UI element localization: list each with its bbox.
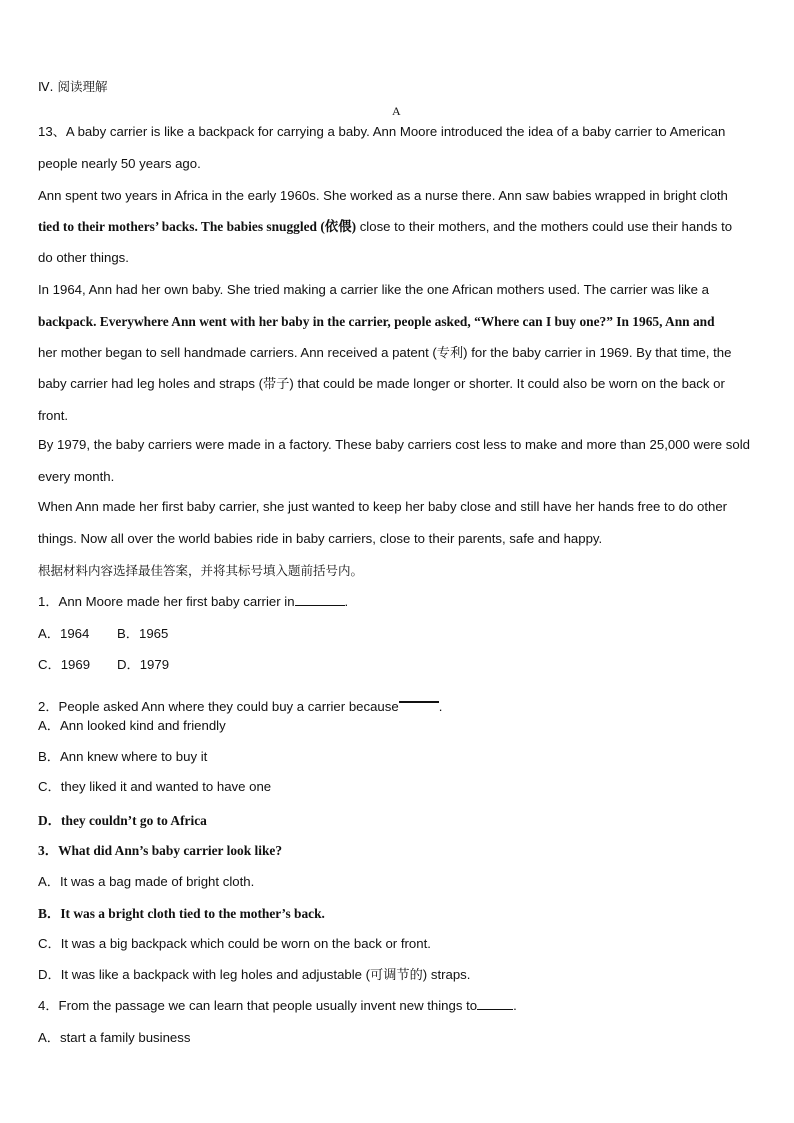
q1-option-c[interactable]: C．1969 <box>38 657 91 672</box>
question-4 <box>38 998 517 1014</box>
passage-line-1: 13、A baby carrier is like a backpack for carrying a baby. Ann Moore introduced the idea of a baby carrier to American <box>38 124 726 139</box>
passage-line-10: front. <box>38 408 69 423</box>
passage-line-5: do other things. <box>38 250 129 265</box>
passage-line-7: backpack. Everywhere Ann went with her baby in the carrier, people asked, “Where can I buy one?” In 1965, Ann and <box>38 314 715 329</box>
passage-line-6: In 1964, Ann had her own baby. She tried making a carrier like the one African mothers used. The carrier was like a <box>38 282 709 297</box>
q1-option-d[interactable]: D．1979 <box>117 657 170 672</box>
q1-option-a[interactable]: A．1964 <box>38 626 90 641</box>
q3-option-d[interactable]: D．It was like a backpack with leg holes and adjustable (可调节的) straps. <box>38 967 471 982</box>
question-stem: 4．From the passage we can learn that people usually invent new things to <box>38 998 478 1013</box>
passage-line-14: things. Now all over the world babies ride in baby carriers, close to their parents, safe and happy. <box>38 531 603 546</box>
q2-option-b[interactable]: B．Ann knew where to buy it <box>38 749 208 764</box>
question-1 <box>38 594 348 610</box>
q2-option-c[interactable]: C．they liked it and wanted to have one <box>38 779 272 794</box>
answer-blank[interactable] <box>295 594 345 606</box>
passage-bold-segment: tied to their mothers’ backs. The babies snuggled (依偎) <box>38 219 357 234</box>
q3-option-c[interactable]: C．It was a big backpack which could be worn on the back or front. <box>38 936 431 951</box>
passage-line-8: her mother began to sell handmade carriers. Ann received a patent (专利) for the baby carrier in 1969. By that time, the <box>38 345 732 360</box>
passage-plain-segment: close to their mothers, and the mothers could use their hands to <box>356 219 733 234</box>
question-stem: 1．Ann Moore made her first baby carrier in <box>38 594 295 609</box>
answer-blank[interactable] <box>477 998 513 1010</box>
question-2 <box>38 695 442 715</box>
passage-line-3: Ann spent two years in Africa in the early 1960s. She worked as a nurse there. Ann saw babies wrapped in bright cloth <box>38 188 728 203</box>
q2-option-d[interactable]: D．they couldn’t go to Africa <box>38 813 207 828</box>
passage-line-9: baby carrier had leg holes and straps (带子) that could be made longer or shorter. It could also be worn on the back or <box>38 376 725 391</box>
passage-line-12: every month. <box>38 469 115 484</box>
answer-blank[interactable] <box>399 695 439 703</box>
q4-option-a[interactable]: A．start a family business <box>38 1030 191 1045</box>
passage-line-2: people nearly 50 years ago. <box>38 156 201 171</box>
passage-line-11: By 1979, the baby carriers were made in a factory. These baby carriers cost less to make and more than 25,000 were sold <box>38 437 750 452</box>
question-end: . <box>438 699 443 714</box>
passage-line-4 <box>38 219 732 235</box>
question-stem: 2．People asked Ann where they could buy a carrier because <box>38 699 399 714</box>
q3-option-b[interactable]: B．It was a bright cloth tied to the mother’s back. <box>38 906 325 921</box>
question-end: . <box>513 998 517 1013</box>
question-3: 3．What did Ann’s baby carrier look like? <box>38 843 283 858</box>
q2-option-a[interactable]: A．Ann looked kind and friendly <box>38 718 226 733</box>
question-end: . <box>344 594 349 609</box>
passage-line-13: When Ann made her first baby carrier, she just wanted to keep her baby close and still have her hands free to do other <box>38 499 728 514</box>
q1-option-b[interactable]: B．1965 <box>117 626 169 641</box>
section-sub: A <box>392 104 401 118</box>
q3-option-a[interactable]: A．It was a bag made of bright cloth. <box>38 874 255 889</box>
instruction: 根据材料内容选择最佳答案，并将其标号填入题前括号内。 <box>38 563 364 578</box>
section-heading: Ⅳ. 阅读理解 <box>38 79 108 94</box>
